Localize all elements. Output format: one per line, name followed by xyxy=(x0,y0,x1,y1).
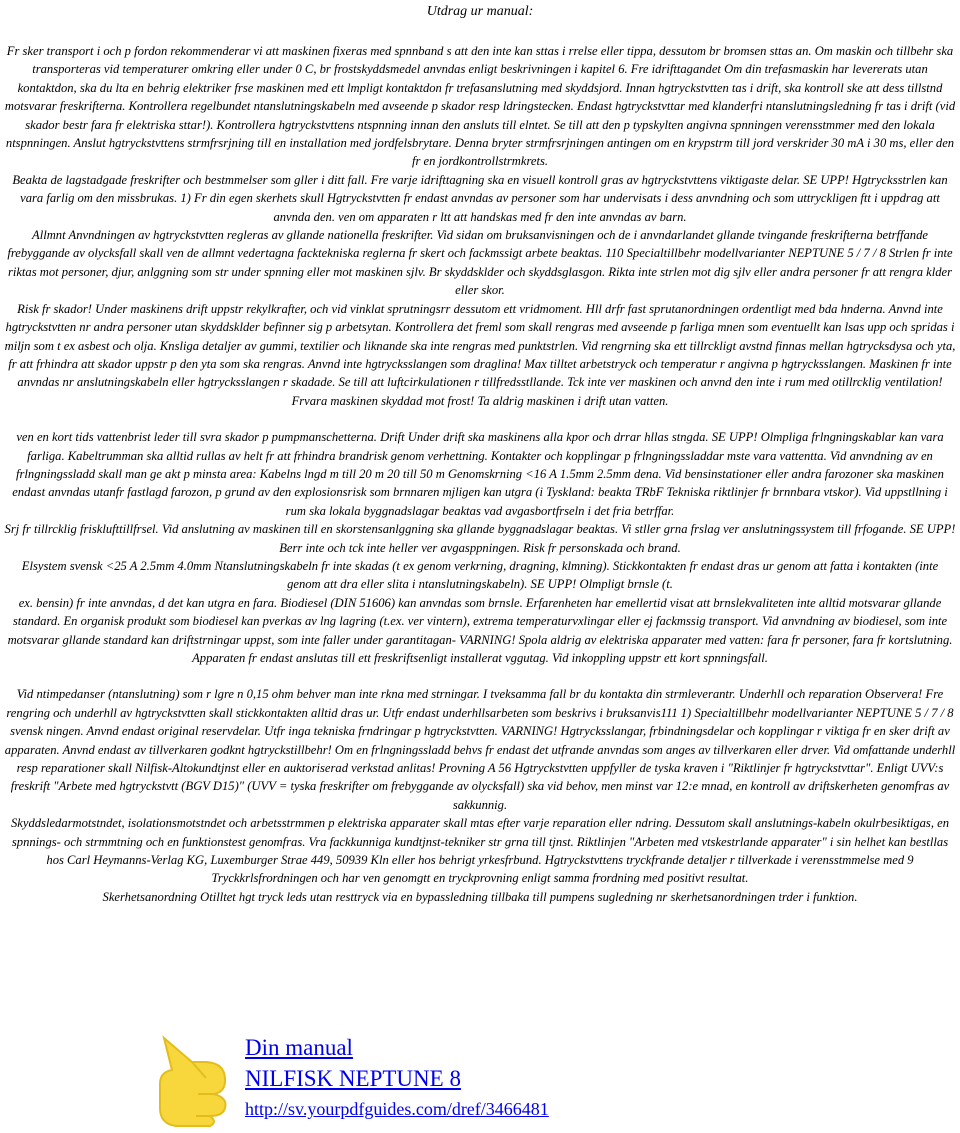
logo-shape xyxy=(160,1038,226,1126)
footer xyxy=(152,1032,752,1130)
paragraph-transport: Fr sker transport i och p fordon rekommenderar vi att maskinen fixeras med spnnband s att den inte kan sttas i rrelse eller tippa, dessutom br bromsen sttas an. Om maskin och tillbehr ska transporteras vid temperaturer omkring eller under 0 C, br frostskyddsmedel anvndas enligt beskrivningen i kapitel 6. Fre idrifttagandet Om din trefasmaskin har levererats utan kontaktdon, ska du lta en behrig elektriker frse maskinen med ett lmpligt kontaktdon fr trefasanslutning med skyddsjord. Innan hgtryckstvtten tas i drift, ska kontroll ske att dess tillstnd motsvarar freskrifterna. Kontrollera regelbundet ntanslutningskabeln med avseende p skador resp ldringstecken. Endast hgtryckstvttar med klanderfri ntanslutningsledning fr tas i drift (vid skador bestr fara fr elektriska sttar!). Kontrollera hgtryckstvttens ntspnning innan den ansluts till elntet. Se till att den p typskylten angivna spnningen verensstmmer med den lokala ntspnningen. Anslut hgtryckstvttens strmfrsrjning till en installation med jordfelsbrytare. Denna bryter strmfrsrjningen antingen om en krypstrm till jord verskrider 30 mA i 30 ms, eller den fr en jordkontrollstrmkrets. xyxy=(4,44,956,169)
yellow-hand-pointer-icon xyxy=(152,1032,236,1128)
paragraph-operation: ven en kort tids vattenbrist leder till svra skador p pumpmanschetterna. Drift Under drift ska maskinens alla kpor och drrar hllas stngda. SE UPP! Olmpliga frlngningskablar kan vara farliga. Kabeltrumman ska alltid rullas av helt fr att frhindra brandrisk genom verhettning. Kontakter och kopplingar p frlngningssladdar mste vara vattentta. Vid anvndning av en frlngningssladd skall man ge akt p minsta area: Kabelns lngd m till 20 m 20 till 50 m Genomskrning <16 A 1.5mm 2.5mm dena. Vid bensinstationer eller andra farozoner ska maskinen endast anvndas utanfr fastlagd farozon, p grund av den explosionsrisk som brnnaren mjligen kan utgra (i Tyskland: beakta TRbF Tekniska riktlinjer fr brnnbara vtskor). Vid uppstllning i rum ska lokala byggnadslagar beaktas vad avgasbortfrseln i det fria betrffar. xyxy=(12,430,948,518)
paragraph-safety-device: Skerhetsanordning Otilltet hgt tryck leds utan resttryck via en bypassledning tillbaka till pumpens sugledning nr skerhetsanordningen trder i funktion. xyxy=(102,889,858,904)
paragraph-inspection: Skyddsledarmotstndet, isolationsmotstndet och arbetsstrmmen p elektriska apparater skall mtas efter varje reparation eller ndring. Dessutom skall anslutnings-kabeln okulrbesiktigas, en spnnings- och strmmtning och en funktionstest genomfras. Vra fackkunniga kundtjnst-tekniker str grna till tjnst. Riktlinjen "Arbeten med vtskestrlande apparater" i sin helhet kan bestllas hos Carl Heymanns-Verlag KG, Luxemburger Strae 449, 50939 Kln eller hos behrigt yrkesfrbund. Hgtryckstvttens tryckfrande detaljer r tillverkade i verensstmmelse med 9 Tryckkrlsfrordningen och har ven genomgtt en tryckprovning enligt samma frordning med positivt resultat. xyxy=(10,816,950,886)
paragraph-injury-risk: Risk fr skador! Under maskinens drift uppstr rekylkrafter, och vid vinklat sprutningsrr dessutom ett vridmoment. Hll drfr fast sprutanordningen ordentligt med bda hnderna. Anvnd inte hgtryckstvtten nr andra personer utan skyddsklder befinner sig p arbetsytan. Kontrollera det freml som skall rengras med avseende p farliga mnen som eventuellt kan lsas upp och spridas i miljn som t ex asbest och olja. Knsliga detaljer av gummi, textilier och liknande ska inte rengras med punktstrlen. Vid rengrning ska ett tillrckligt avstnd finnas mellan hgtrycksdysa och yta, fr att frhindra att skador uppstr p den yta som ska rengras. Anvnd inte hgtrycksslangen som draglina! Max tilltet arbetstryck och temperatur r angivna p hgtrycksslangen. Maskinen fr inte anvndas nr anslutningskabeln eller hgtrycksslangen r skadade. Se till att luftcirkulationen r tillfredsstllande. Tck inte ver maskinen och anvnd den inte i rum med otillrcklig ventilation! Frvara maskinen skyddad mot frost! Ta aldrig maskinen i drift utan vatten. xyxy=(4,301,956,408)
manual-excerpt xyxy=(4,42,956,906)
paragraph-maintenance: Vid ntimpedanser (ntanslutning) som r lgre n 0,15 ohm behver man inte rkna med strningar. I tveksamma fall br du kontakta din strmleverantr. Underhll och reparation Observera! Fre rengring och underhll av hgtryckstvtten skall stickkontakten alltid dras ur. Utfr endast underhllsarbeten som beskrivs i bruksanvis111 1) Specialtillbehr modellvarianter NEPTUNE 5 / 7 / 8 svensk ningen. Anvnd endast original reservdelar. Utfr inga tekniska frndringar p hgtryckstvtten. VARNING! Hgtrycksslangar, frbindningsdelar och kopplingar r viktiga fr en sker drift av apparaten. Anvnd endast av tillverkaren godknt hgtryckstillbehr! Om en frlngningssladd behvs fr endast det utfrande anvndas som anges av tillverkaren eller drver. Vid omfattande underhll resp reparationer skall Nilfisk-Altokundtjnst eller en auktoriserad verkstad anlitas! Provning A 56 Hgtryckstvtten uppfyller de tyska kraven i "Riktlinjer fr hgtryckstvttar". Enligt UVV:s freskrift "Arbete med hgtryckstvtt (BGV D15)" (UVV = tyska freskrifter om frebyggande av olycksfall) ska vid behov, men minst var 12:e mnad, en kontroll av driftskerheten genomfras av sakkunnig. xyxy=(4,687,956,812)
paragraph-ventilation: Srj fr tillrcklig frisklufttillfrsel. Vid anslutning av maskinen till en skorstensanlggning ska gllande byggnadslagar beaktas. Vi stller grna frslag ver anslutningssystem till frfogande. SE UPP! Berr inte och tck inte heller ver avgasppningen. Risk fr personskada och brand. xyxy=(4,522,956,555)
footer-links xyxy=(245,1033,549,1123)
paragraph-regulations: Beakta de lagstadgade freskrifter och bestmmelser som gller i ditt fall. Fre varje idrifttagning ska en visuell kontroll gras av hgtryckstvttens viktigaste delar. SE UPP! Hgtrycksstrlen kan vara farlig om den missbrukas. 1) Fr din egen skerhets skull Hgtryckstvtten fr endast anvndas av personer som har undervisats i dess anvndning och som uttryckligen ftt i uppdrag att anvnda den. ven om apparaten r ltt att handskas med fr den inte anvndas av barn. xyxy=(12,172,948,224)
page-heading: Utdrag ur manual: xyxy=(426,4,534,19)
paragraph-fuel: ex. bensin) fr inte anvndas, d det kan utgra en fara. Biodiesel (DIN 51606) kan anvndas som brnsle. Erfarenheten har emellertid visat att brnslekvaliteten inte alltid motsvarar gllande standard. En organisk produkt som biodiesel kan pverkas av lng lagring (t.ex. ver vintern), extrema temperaturvxlingar eller ej fackmssig transport. Vid anvndning av biodiesel, som inte motsvarar gllande standard kan driftstrningar uppst, som inte faller under garantitagan- VARNING! Spola aldrig av elektriska apparater med vatten: fara fr personer, fara fr kortslutning. Apparaten fr endast anslutas till ett freskriftsenligt installerat vggutag. Vid inkoppling uppstr ett kort spnningsfall. xyxy=(7,595,953,665)
din-manual-link[interactable]: Din manual xyxy=(245,1035,353,1060)
paragraph-general: Allmnt Anvndningen av hgtryckstvtten regleras av gllande nationella freskrifter. Vid sidan om bruksanvisningen och de i anvndarlandet gllande tvingande freskrifterna betrffande frebyggande av olycksfall skall ven de allmnt vedertagna facktekniska reglerna fr skert och fackmssigt arbete beaktas. 110 Specialtillbehr modellvarianter NEPTUNE 5 / 7 / 8 Strlen fr inte riktas mot personer, djur, anlggning som str under spnning eller mot maskinen sjlv. Br skyddsklder och skyddsglasgon. Rikta inte strlen mot dig sjlv eller andra personer fr att rengra klder eller skor. xyxy=(7,228,953,298)
product-name-link[interactable]: NILFISK NEPTUNE 8 xyxy=(245,1066,461,1091)
manual-url-link[interactable]: http://sv.yourpdfguides.com/dref/3466481 xyxy=(245,1099,549,1119)
paragraph-electrical: Elsystem svensk <25 A 2.5mm 4.0mm Ntanslutningskabeln fr inte skadas (t ex genom verkrning, dragning, klmning). Stickkontakten fr endast dras ur genom att fatta i kontakten (inte genom att dra eller slita i ntanslutningskabeln). SE UPP! Olmpligt brnsle (t. xyxy=(21,558,939,592)
